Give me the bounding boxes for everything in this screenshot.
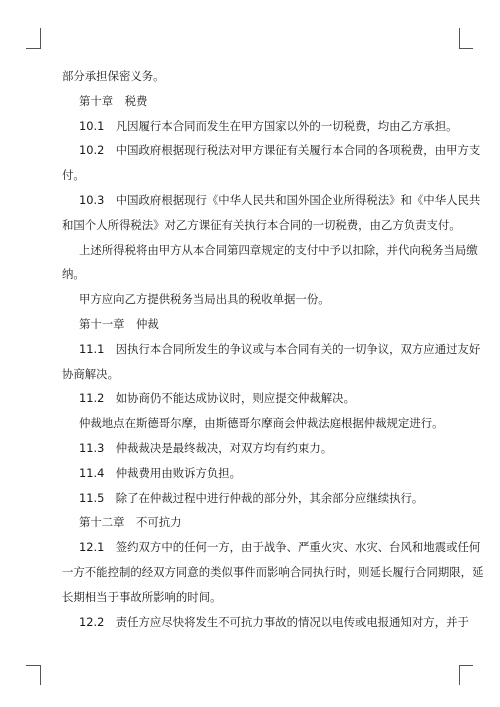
clause-continuation: 协商解决。 bbox=[62, 366, 119, 381]
clause-line: 11.1 因执行本合同所发生的争议或与本合同有关的一切争议，双方应通过友好 bbox=[79, 341, 481, 356]
paragraph-continuation: 纳。 bbox=[62, 267, 85, 282]
paragraph-line: 部分承担保密义务。 bbox=[62, 69, 165, 83]
paragraph-line: 仲裁地点在斯德哥尔摩，由斯德哥尔摩商会仲裁法庭根据仲裁规定进行。 bbox=[79, 416, 444, 431]
chapter-heading: 第十一章 仲裁 bbox=[79, 316, 159, 331]
clause-line: 10.1 凡因履行本合同而发生在甲方国家以外的一切税费，均由乙方承担。 bbox=[79, 118, 458, 133]
clause-continuation: 和国个人所得税法》对乙方课征有关执行本合同的一切税费，由乙方负责支付。 bbox=[62, 217, 461, 232]
paragraph-line: 上述所得税将由甲方从本合同第四章规定的支付中予以扣除，并代向税务当局缴 bbox=[79, 242, 478, 257]
clause-continuation: 付。 bbox=[62, 168, 85, 183]
clause-line: 11.2 如协商仍不能达成协议时，则应提交仲裁解决。 bbox=[79, 391, 355, 406]
clause-line: 10.3 中国政府根据现行《中华人民共和国外国企业所得税法》和《中华人民共 bbox=[79, 192, 481, 207]
clause-line: 10.2 中国政府根据现行税法对甲方课征有关履行本合同的各项税费，由甲方支 bbox=[79, 143, 481, 158]
chapter-heading: 第十章 税费 bbox=[79, 93, 148, 108]
clause-line: 11.5 除了在仲裁过程中进行仲裁的部分外，其余部分应继续执行。 bbox=[79, 490, 424, 505]
clause-line: 11.3 仲裁裁决是最终裁决，对双方均有约束力。 bbox=[79, 440, 333, 455]
clause-line: 11.4 仲裁费用由败诉方负担。 bbox=[79, 465, 242, 480]
clause-line: 12.1 签约双方中的任何一方，由于战争、严重火灾、水灾、台风和地震或任何 bbox=[79, 540, 481, 555]
clause-continuation: 长期相当于事故所影响的时间。 bbox=[62, 589, 222, 604]
document-body bbox=[62, 64, 484, 634]
clause-line: 12.2 责任方应尽快将发生不可抗力事故的情况以电传或电报通知对方，并于 bbox=[79, 614, 469, 629]
paragraph-line: 甲方应向乙方提供税务当局出具的税收单据一份。 bbox=[79, 292, 330, 307]
clause-continuation: 一方不能控制的经双方同意的类似事件而影响合同执行时，则延长履行合同期限，延 bbox=[62, 564, 484, 579]
chapter-heading: 第十二章 不可抗力 bbox=[79, 515, 182, 530]
